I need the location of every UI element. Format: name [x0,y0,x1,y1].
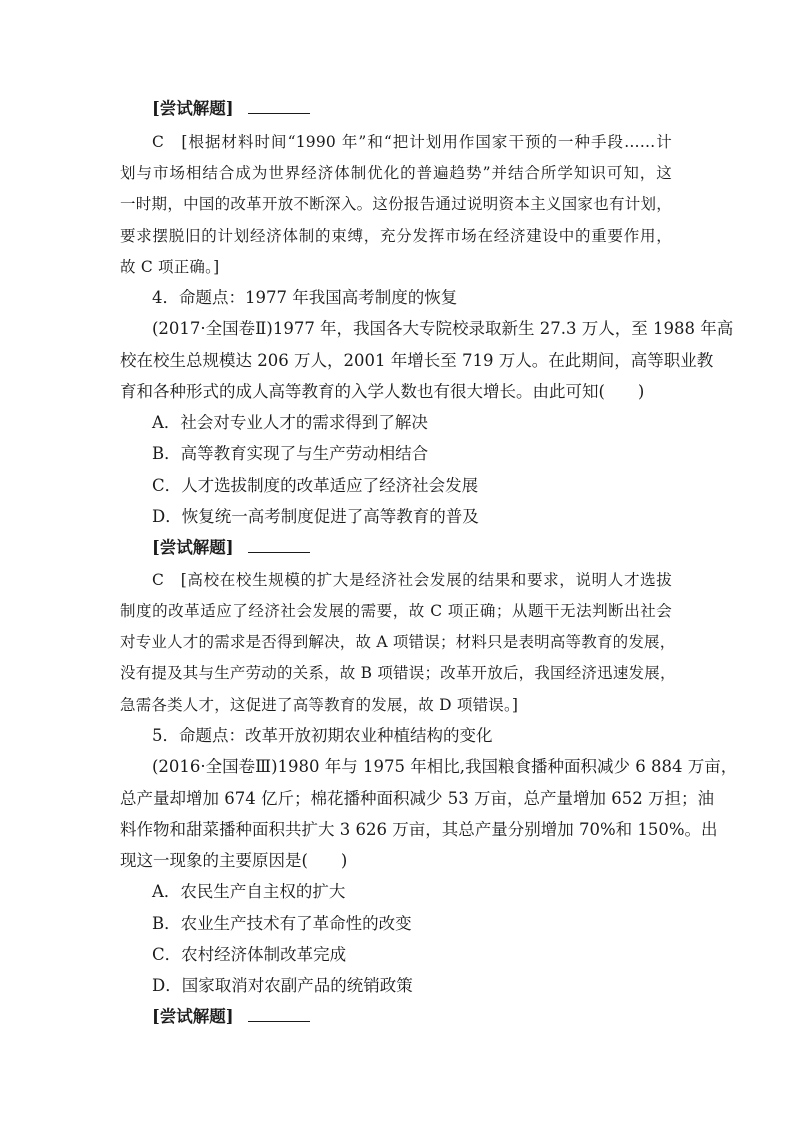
option-b: B．高等教育实现了与生产劳动相结合 [152,444,429,463]
explanation-line: 一时期，中国的改革开放不断深入。这份报告通过说明资本主义国家也有计划， [120,195,672,213]
try-solve-line [152,98,672,120]
explanation-line: 对专业人才的需求是否得到解决，故 A 项错误；材料只是表明高等教育的发展， [120,633,676,651]
try-solve-label: [尝试解题] [152,99,234,118]
explanation-line: 故 C 项正确。] [120,258,220,276]
answer-blank[interactable] [248,1007,310,1022]
question-heading: 5．命题点：改革开放初期农业种植结构的变化 [152,726,493,745]
explanation-line: 要求摆脱旧的计划经济体制的束缚，充分发挥市场在经济建设中的重要作用， [120,227,672,245]
option-c: C．农村经济体制改革完成 [152,945,347,964]
try-solve-label: [尝试解题] [152,538,234,557]
answer-blank[interactable] [248,538,310,553]
try-solve-line [152,1006,672,1028]
question-stem-line: 校在校生总规模达 206 万人，2001 年增长至 719 万人。在此期间，高等职业教 [120,351,714,370]
explanation-line: C [根据材料时间“1990 年”和“把计划用作国家干预的一种手段……计 [152,133,672,151]
question-stem-line: (2016·全国卷Ⅲ)1980 年与 1975 年相比,我国粮食播种面积减少 6 884 万亩， [152,757,738,776]
option-c: C．人才选拔制度的改革适应了经济社会发展 [152,476,479,495]
option-a: A．社会对专业人才的需求得到了解决 [152,413,428,432]
try-solve-line [152,537,672,559]
question-heading: 4．命题点：1977 年我国高考制度的恢复 [152,288,458,307]
option-d: D．恢复统一高考制度促进了高等教育的普及 [152,507,479,526]
question-stem-line: 育和各种形式的成人高等教育的入学人数也有很大增长。由此可知( ) [120,382,645,401]
option-d: D．国家取消对农副产品的统销政策 [152,976,413,995]
explanation-line: C [高校在校生规模的扩大是经济社会发展的结果和要求，说明人才选拔 [152,571,672,589]
question-stem-line: 总产量却增加 674 亿斤；棉花播种面积减少 53 万亩，总产量增加 652 万担；油 [120,789,714,808]
explanation-line: 急需各类人才，这促进了高等教育的发展，故 D 项错误。] [120,696,519,714]
question-stem-line: 料作物和甜菜播种面积共扩大 3 626 万亩，其总产量分别增加 70%和 150%。出 [120,820,718,839]
explanation-line: 划与市场相结合成为世界经济体制优化的普遍趋势”并结合所学知识可知，这 [120,164,672,182]
explanation-line: 没有提及其与生产劳动的关系，故 B 项错误；改革开放后，我国经济迅速发展， [120,664,676,682]
option-a: A．农民生产自主权的扩大 [152,882,346,901]
try-solve-label: [尝试解题] [152,1007,234,1026]
option-b: B．农业生产技术有了革命性的改变 [152,914,412,933]
explanation-line: 制度的改革适应了经济社会发展的需要，故 C 项正确；从题干无法判断出社会 [120,602,672,620]
question-stem-line: 现这一现象的主要原因是( ) [120,851,348,870]
answer-blank[interactable] [248,99,310,114]
question-stem-line: (2017·全国卷Ⅱ)1977 年，我国各大专院校录取新生 27.3 万人，至 1988 年高 [152,319,734,338]
